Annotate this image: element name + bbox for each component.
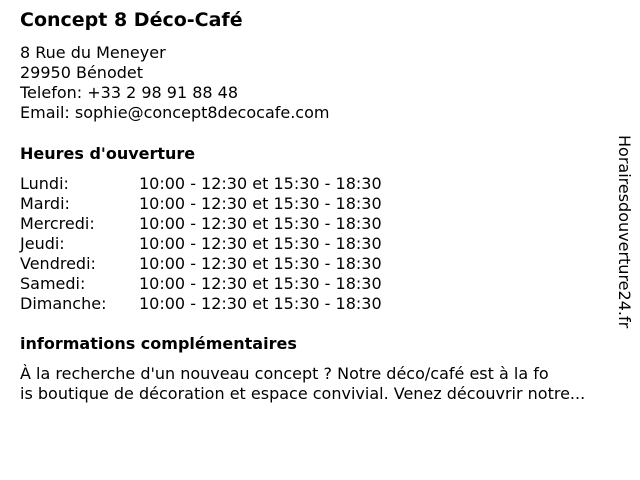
- hours-row-saturday: [20, 274, 382, 294]
- day-label: Mercredi:: [20, 214, 95, 233]
- hours-row-thursday: [20, 234, 382, 254]
- day-label: Mardi:: [20, 194, 70, 213]
- hours-heading: Heures d'ouverture: [20, 144, 196, 163]
- day-label: Dimanche:: [20, 294, 107, 313]
- address-street: 8 Rue du Meneyer: [20, 43, 166, 62]
- time-range: 10:00 - 12:30 et 15:30 - 18:30: [139, 174, 382, 193]
- time-range: 10:00 - 12:30 et 15:30 - 18:30: [139, 234, 382, 253]
- email-address[interactable]: Email: sophie@concept8decocafe.com: [20, 103, 330, 122]
- address-block: [20, 43, 329, 123]
- info-description: [20, 364, 632, 404]
- business-name: Concept 8 Déco-Café: [20, 9, 243, 31]
- hours-row-tuesday: [20, 194, 382, 214]
- hours-row-wednesday: [20, 214, 382, 234]
- day-label: Vendredi:: [20, 254, 96, 273]
- time-range: 10:00 - 12:30 et 15:30 - 18:30: [139, 294, 382, 313]
- info-heading: informations complémentaires: [20, 334, 297, 353]
- hours-row-friday: [20, 254, 382, 274]
- address-city: 29950 Bénodet: [20, 63, 144, 82]
- phone-number[interactable]: Telefon: +33 2 98 91 88 48: [20, 83, 239, 102]
- opening-hours-table: [20, 174, 382, 314]
- day-label: Lundi:: [20, 174, 69, 193]
- side-brand-watermark: Horairesdouverture24.fr: [615, 135, 634, 329]
- info-line-2: is boutique de décoration et espace convivial. Venez découvrir notre...: [20, 384, 586, 403]
- hours-row-monday: [20, 174, 382, 194]
- day-label: Jeudi:: [20, 234, 65, 253]
- info-line-1: À la recherche d'un nouveau concept ? Notre déco/café est à la fo: [20, 364, 549, 383]
- time-range: 10:00 - 12:30 et 15:30 - 18:30: [139, 274, 382, 293]
- time-range: 10:00 - 12:30 et 15:30 - 18:30: [139, 194, 382, 213]
- time-range: 10:00 - 12:30 et 15:30 - 18:30: [139, 254, 382, 273]
- day-label: Samedi:: [20, 274, 86, 293]
- hours-row-sunday: [20, 294, 382, 314]
- time-range: 10:00 - 12:30 et 15:30 - 18:30: [139, 214, 382, 233]
